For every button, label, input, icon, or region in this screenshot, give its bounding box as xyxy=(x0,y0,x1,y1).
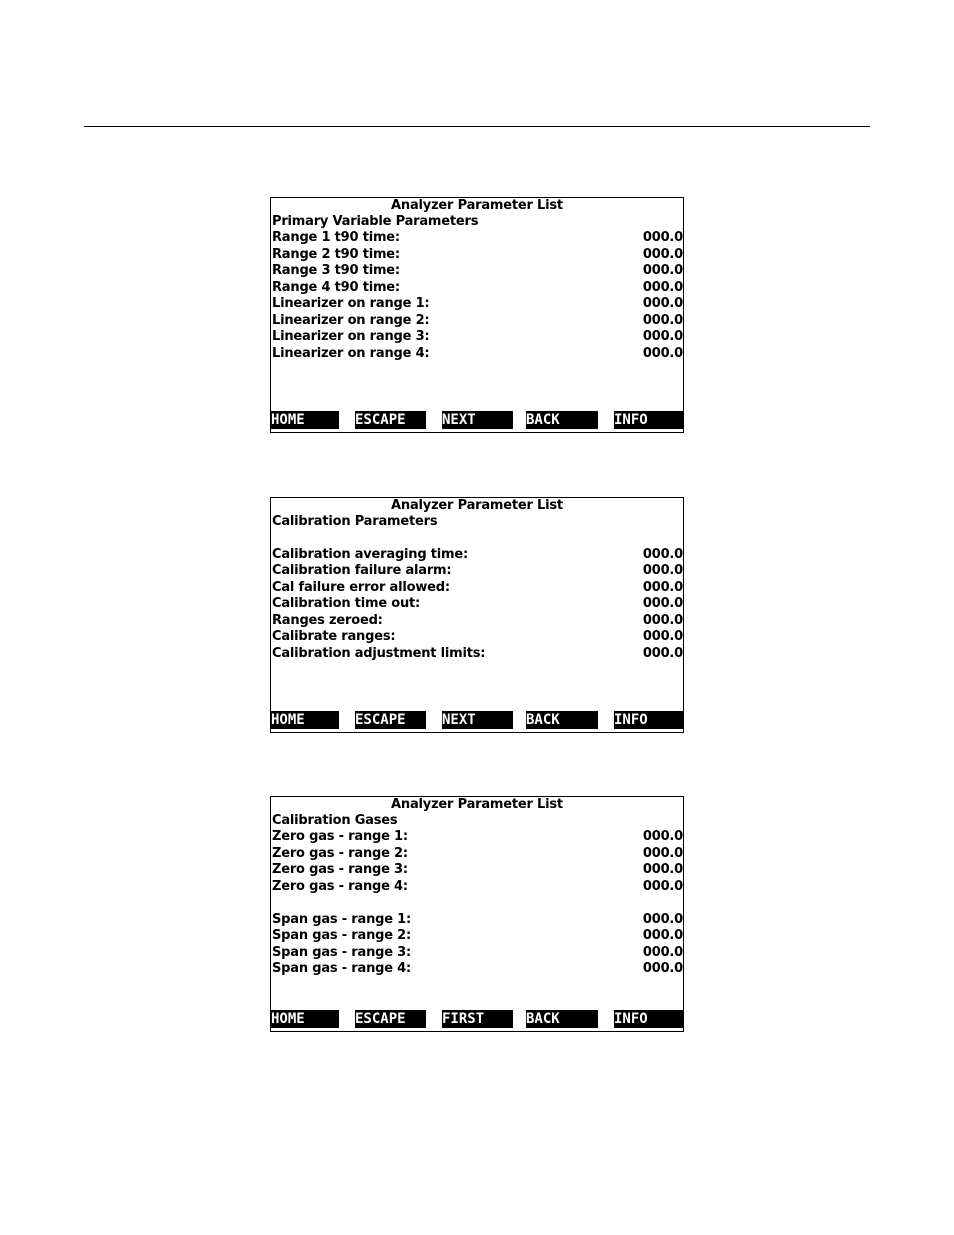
parameter-label: Span gas - range 1: xyxy=(272,912,412,927)
parameter-value: 000.0 xyxy=(642,247,683,262)
parameter-row xyxy=(272,829,683,845)
parameter-label: Linearizer on range 4: xyxy=(272,346,430,361)
parameter-label: Span gas - range 2: xyxy=(272,928,412,943)
page-header-rule xyxy=(84,126,870,127)
softkey-bar xyxy=(271,411,683,429)
parameter-row xyxy=(272,596,683,612)
parameter-value: 000.0 xyxy=(642,928,683,943)
parameter-row xyxy=(272,346,683,362)
parameter-row xyxy=(272,862,683,878)
parameter-row xyxy=(272,296,683,312)
home-softkey[interactable]: HOME xyxy=(271,711,339,729)
parameter-value: 000.0 xyxy=(642,613,683,628)
screen-title: Analyzer Parameter List xyxy=(391,797,563,812)
parameter-row xyxy=(272,961,683,977)
parameter-label: Calibration time out: xyxy=(272,596,421,611)
parameter-row xyxy=(272,613,683,629)
parameter-row xyxy=(272,230,683,246)
parameter-row xyxy=(272,629,683,645)
parameter-value: 000.0 xyxy=(642,547,683,562)
parameter-value: 000.0 xyxy=(642,945,683,960)
info-softkey[interactable]: INFO xyxy=(614,1010,683,1028)
parameter-label: Ranges zeroed: xyxy=(272,613,383,628)
home-softkey[interactable]: HOME xyxy=(271,411,339,429)
screen-subtitle: Primary Variable Parameters xyxy=(272,214,479,229)
escape-softkey[interactable]: ESCAPE xyxy=(355,1010,426,1028)
parameter-row xyxy=(272,313,683,329)
parameter-value: 000.0 xyxy=(642,313,683,328)
parameter-label: Zero gas - range 4: xyxy=(272,879,408,894)
parameter-value: 000.0 xyxy=(642,829,683,844)
parameter-value: 000.0 xyxy=(642,280,683,295)
parameter-value: 000.0 xyxy=(642,563,683,578)
next-softkey[interactable]: NEXT xyxy=(442,711,513,729)
parameter-label: Range 1 t90 time: xyxy=(272,230,400,245)
parameter-label: Zero gas - range 2: xyxy=(272,846,408,861)
parameter-value: 000.0 xyxy=(642,263,683,278)
parameter-row xyxy=(272,563,683,579)
parameter-row xyxy=(272,945,683,961)
escape-softkey[interactable]: ESCAPE xyxy=(355,411,426,429)
parameter-label: Linearizer on range 2: xyxy=(272,313,430,328)
parameter-row xyxy=(272,280,683,296)
parameter-value: 000.0 xyxy=(642,879,683,894)
parameter-row xyxy=(272,547,683,563)
display-screen-calibration-parameters xyxy=(270,497,684,733)
parameter-label: Calibration adjustment limits: xyxy=(272,646,486,661)
display-screen-calibration-gases xyxy=(270,796,684,1032)
parameter-value: 000.0 xyxy=(642,862,683,877)
back-softkey[interactable]: BACK xyxy=(526,711,598,729)
parameter-value: 000.0 xyxy=(642,961,683,976)
info-softkey[interactable]: INFO xyxy=(614,711,683,729)
parameter-row xyxy=(272,646,683,662)
home-softkey[interactable]: HOME xyxy=(271,1010,339,1028)
back-softkey[interactable]: BACK xyxy=(526,411,598,429)
parameter-label: Linearizer on range 3: xyxy=(272,329,430,344)
parameter-label: Calibrate ranges: xyxy=(272,629,396,644)
screen-subtitle: Calibration Gases xyxy=(272,813,398,828)
parameter-label: Cal failure error allowed: xyxy=(272,580,450,595)
parameter-row xyxy=(272,247,683,263)
parameter-row xyxy=(272,879,683,895)
screen-subtitle: Calibration Parameters xyxy=(272,514,438,529)
parameter-value: 000.0 xyxy=(642,296,683,311)
parameter-row xyxy=(272,928,683,944)
parameter-value: 000.0 xyxy=(642,329,683,344)
parameter-value: 000.0 xyxy=(642,596,683,611)
escape-softkey[interactable]: ESCAPE xyxy=(355,711,426,729)
parameter-label: Zero gas - range 3: xyxy=(272,862,408,877)
screen-title: Analyzer Parameter List xyxy=(391,498,563,513)
softkey-bar xyxy=(271,711,683,729)
parameter-value: 000.0 xyxy=(642,230,683,245)
parameter-row xyxy=(272,329,683,345)
parameter-value: 000.0 xyxy=(642,580,683,595)
parameter-label: Span gas - range 4: xyxy=(272,961,412,976)
parameter-value: 000.0 xyxy=(642,346,683,361)
parameter-label: Calibration failure alarm: xyxy=(272,563,452,578)
parameter-label: Range 3 t90 time: xyxy=(272,263,400,278)
parameter-label: Span gas - range 3: xyxy=(272,945,412,960)
softkey-bar xyxy=(271,1010,683,1028)
parameter-label: Range 2 t90 time: xyxy=(272,247,400,262)
parameter-label: Zero gas - range 1: xyxy=(272,829,408,844)
next-softkey[interactable]: NEXT xyxy=(442,411,513,429)
parameter-row xyxy=(272,912,683,928)
parameter-row xyxy=(272,580,683,596)
parameter-value: 000.0 xyxy=(642,912,683,927)
display-screen-primary-variable xyxy=(270,197,684,433)
parameter-value: 000.0 xyxy=(642,629,683,644)
parameter-label: Calibration averaging time: xyxy=(272,547,469,562)
info-softkey[interactable]: INFO xyxy=(614,411,683,429)
back-softkey[interactable]: BACK xyxy=(526,1010,598,1028)
parameter-value: 000.0 xyxy=(642,646,683,661)
parameter-row xyxy=(272,263,683,279)
first-softkey[interactable]: FIRST xyxy=(442,1010,513,1028)
parameter-label: Range 4 t90 time: xyxy=(272,280,400,295)
parameter-value: 000.0 xyxy=(642,846,683,861)
parameter-row xyxy=(272,846,683,862)
screen-title: Analyzer Parameter List xyxy=(391,198,563,213)
parameter-label: Linearizer on range 1: xyxy=(272,296,430,311)
